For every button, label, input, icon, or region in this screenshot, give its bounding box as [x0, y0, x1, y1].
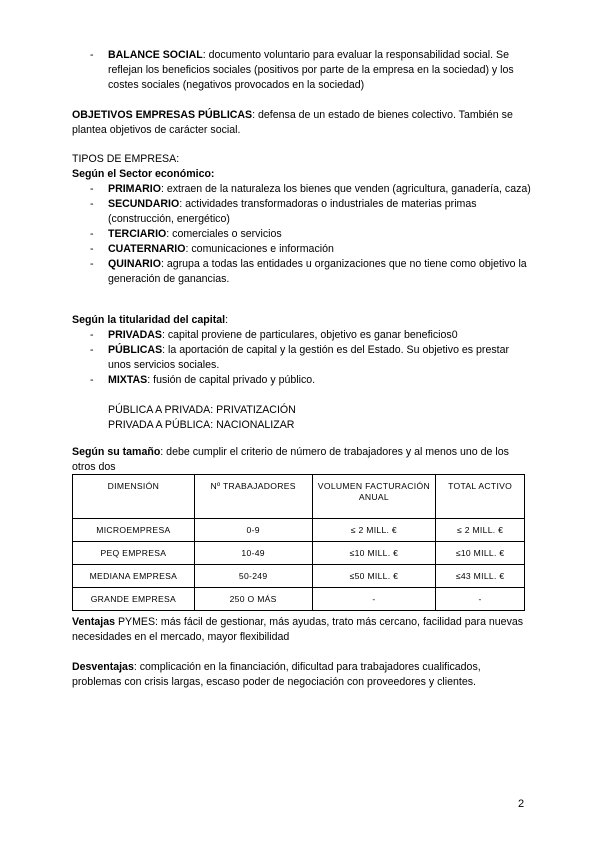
column-header: VOLUMEN FACTURACIÓN ANUAL — [312, 475, 436, 519]
page-number: 2 — [518, 798, 525, 810]
table-cell: MICROEMPRESA — [73, 519, 195, 542]
titularidad-section — [72, 313, 532, 433]
definition: : defensa de un estado de bienes colectivo. También se plantea objetivos de carácter social. — [72, 109, 513, 136]
table-cell: MEDIANA EMPRESA — [73, 565, 195, 588]
table-cell: 50-249 — [194, 565, 312, 588]
balance-social-section — [72, 48, 532, 93]
table-cell: 10-49 — [194, 542, 312, 565]
table-cell: - — [436, 588, 525, 611]
list-item — [72, 343, 532, 373]
table-row — [73, 565, 525, 588]
column-header: DIMENSIÓN — [73, 475, 195, 519]
term: TERCIARIO — [108, 228, 167, 240]
titularidad-list — [72, 328, 532, 388]
list-item — [72, 242, 532, 257]
table-row — [73, 588, 525, 611]
term: PRIMARIO — [108, 183, 161, 195]
tipos-heading: TIPOS DE EMPRESA — [72, 153, 177, 165]
definition: : comunicaciones e información — [185, 243, 334, 255]
list-item — [72, 48, 532, 93]
list-item — [72, 227, 532, 242]
tamano-text: : debe cumplir el criterio de número de trabajadores y al menos uno de los otros dos — [72, 446, 509, 473]
list-item — [72, 257, 532, 287]
term: QUINARIO — [108, 258, 161, 270]
nacionalizar-note: PRIVADA A PÚBLICA: NACIONALIZAR — [108, 419, 295, 431]
table-cell: ≤50 MILL. € — [312, 565, 436, 588]
term: Ventajas — [72, 616, 115, 628]
column-header: TOTAL ACTIVO — [436, 475, 525, 519]
table-row — [73, 542, 525, 565]
column-header: Nº TRABAJADORES — [194, 475, 312, 519]
list-item — [72, 328, 532, 343]
sector-list — [72, 182, 532, 287]
table-cell: ≤ 2 MILL. € — [312, 519, 436, 542]
privatizacion-note: PÚBLICA A PRIVADA: PRIVATIZACIÓN — [108, 404, 296, 416]
table-cell: 0-9 — [194, 519, 312, 542]
definition: : agrupa a todas las entidades u organizaciones que no tiene como objetivo la generación de ganancias. — [108, 258, 527, 285]
term: SECUNDARIO — [108, 198, 180, 210]
definition: : extraen de la naturaleza los bienes que venden (agricultura, ganadería, caza) — [160, 183, 531, 195]
term: CUATERNARIO — [108, 243, 186, 255]
tipos-heading-suffix: : — [176, 153, 180, 165]
term: PÚBLICAS — [108, 344, 163, 356]
table-cell: 250 O MÁS — [194, 588, 312, 611]
definition: : actividades transformadoras o industriales de materias primas (construcción, energético) — [108, 198, 477, 225]
definition: : fusión de capital privado y público. — [147, 374, 316, 386]
definition: : comerciales o servicios — [166, 228, 282, 240]
titularidad-heading-suffix: : — [225, 314, 229, 326]
table-cell: - — [312, 588, 436, 611]
definition: : la aportación de capital y la gestión es del Estado. Su objetivo es prestar unos servicios sociales. — [108, 344, 510, 371]
term: OBJETIVOS EMPRESAS PÚBLICAS — [72, 109, 253, 121]
tamano-section — [72, 445, 532, 475]
table-cell: ≤10 MILL. € — [312, 542, 436, 565]
table-row — [73, 519, 525, 542]
objetivos-section — [72, 108, 532, 138]
tamano-heading: Según su tamaño — [72, 446, 161, 458]
tipos-section — [72, 152, 532, 287]
table-header-row — [73, 475, 525, 519]
definition: : documento voluntario para evaluar la responsabilidad social. Se reflejan los beneficios sociales (positivos por parte de la empresa en la sociedad) y los costes sociales (negativos provocados en la sociedad) — [108, 49, 514, 91]
table-cell: GRANDE EMPRESA — [73, 588, 195, 611]
list-item — [72, 373, 532, 388]
list-item — [72, 182, 532, 197]
term: BALANCE SOCIAL — [108, 49, 203, 61]
ventajas-section — [72, 615, 532, 645]
titularidad-heading: Según la titularidad del capital — [72, 314, 226, 326]
definition: : capital proviene de particulares, objetivo es ganar beneficios0 — [161, 329, 458, 341]
term: PRIVADAS — [108, 329, 162, 341]
sector-heading: Según el Sector económico: — [72, 168, 215, 180]
table-cell: ≤10 MILL. € — [436, 542, 525, 565]
table-cell: ≤43 MILL. € — [436, 565, 525, 588]
table-cell: ≤ 2 MILL. € — [436, 519, 525, 542]
term: Desventajas — [72, 661, 134, 673]
table-cell: PEQ EMPRESA — [73, 542, 195, 565]
definition: PYMES: más fácil de gestionar, más ayudas, trato más cercano, facilidad para nuevas necesidades en el mercado, mayor flexibilidad — [72, 616, 524, 643]
term: MIXTAS — [108, 374, 148, 386]
desventajas-section — [72, 660, 532, 690]
size-table — [72, 474, 525, 611]
list-item — [72, 197, 532, 227]
definition: : complicación en la financiación, dificultad para trabajadores cualificados, problemas con crisis largas, escaso poder de negociación con proveedores y clientes. — [72, 661, 481, 688]
